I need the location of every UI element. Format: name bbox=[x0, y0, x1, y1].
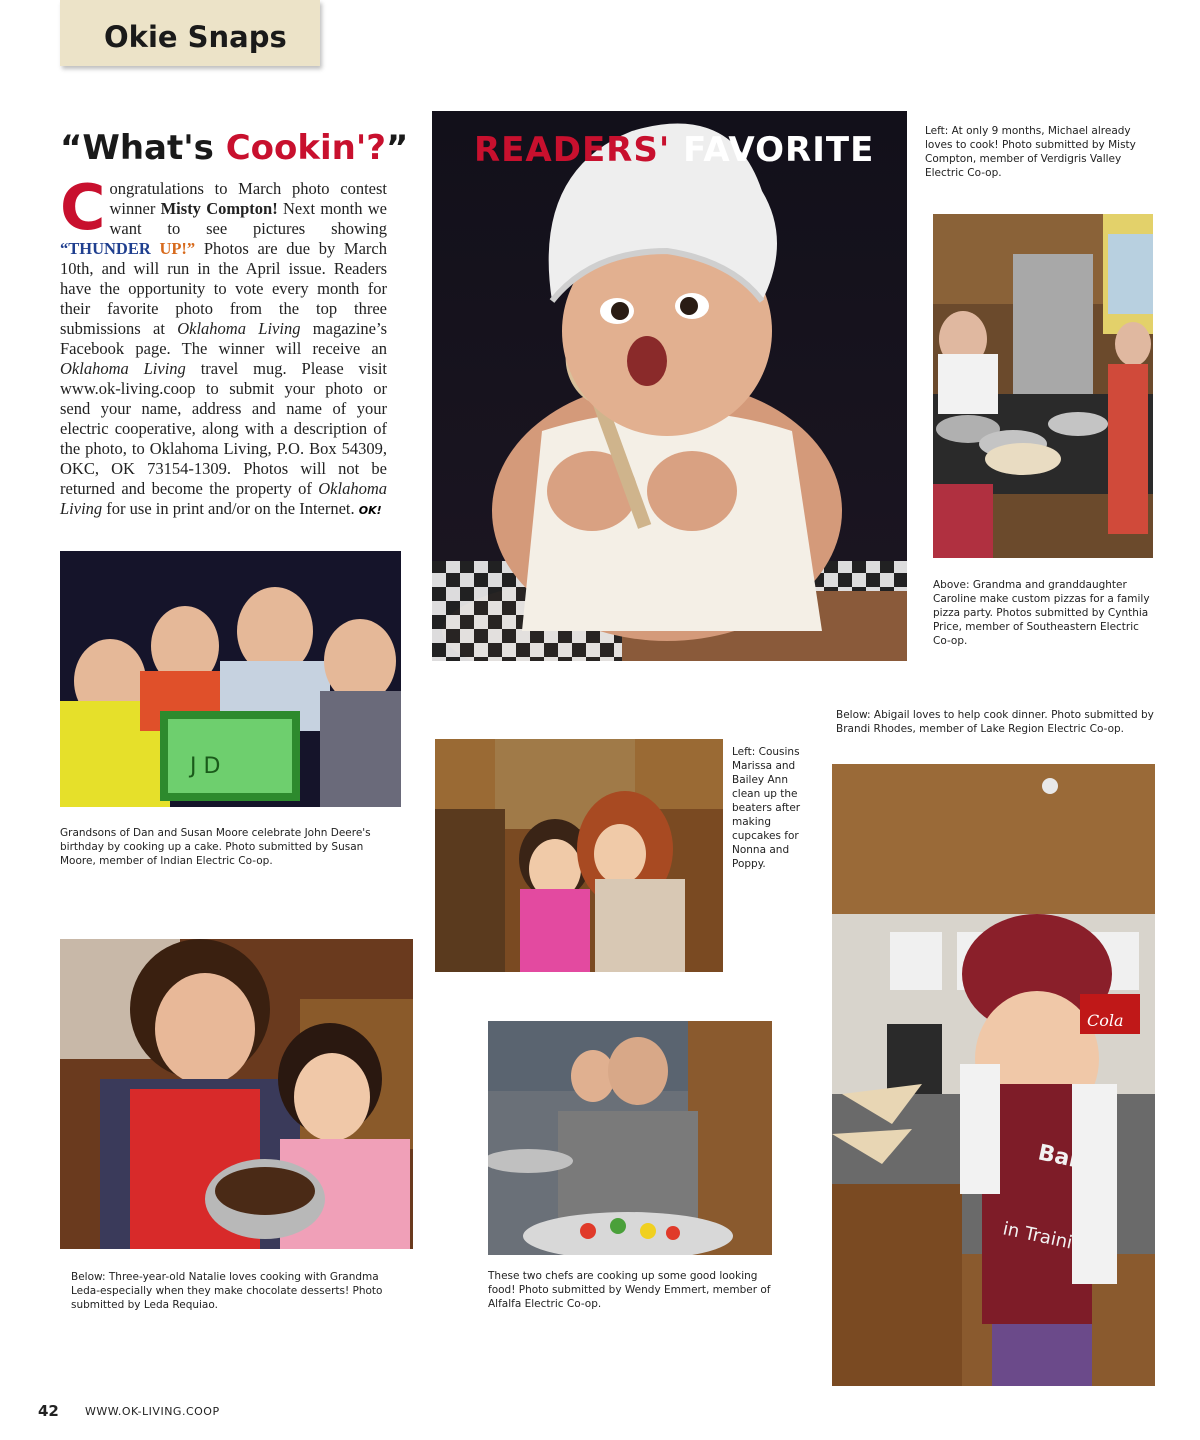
baby-chef-illustration bbox=[432, 111, 907, 661]
caption-caroline: Above: Grandma and granddaughter Caroline make custom pizzas for a family pizza party. Photos submitted by Cynthia Price, member of Southeastern Electric Co-op. bbox=[933, 579, 1150, 647]
caption-chefs: These two chefs are cooking up some good looking food! Photo submitted by Wendy Emmert, member of Alfalfa Electric Co-op. bbox=[488, 1270, 771, 1310]
natalie-photo bbox=[60, 939, 413, 1249]
winner-name: Misty Compton! bbox=[160, 199, 278, 218]
intro-text: Next month we want to see pictures showing bbox=[109, 199, 388, 238]
chefs-food-illustration bbox=[488, 1021, 772, 1255]
title-open: “What's bbox=[60, 128, 226, 168]
readers-word: READERS' bbox=[474, 130, 671, 170]
intro-text: for use in print and/or on the Internet. bbox=[102, 499, 359, 518]
cousins-beaters-illustration bbox=[435, 739, 723, 972]
title-accent: Cookin'? bbox=[225, 128, 387, 168]
cola-sign-text: Cola bbox=[1087, 1011, 1124, 1030]
magazine-name: Oklahoma Living bbox=[60, 479, 387, 518]
article-title bbox=[60, 128, 408, 168]
abigail-photo bbox=[832, 764, 1155, 1386]
intro-text: magazine’s Facebook page. The winner will receive an bbox=[60, 319, 387, 358]
svg-text:J D: J D bbox=[190, 754, 221, 779]
section-tab-label: Okie Snaps bbox=[104, 20, 287, 54]
theme-name: “THUNDER bbox=[60, 239, 160, 258]
moore-grandsons-photo bbox=[60, 551, 401, 807]
caption-michael: Left: At only 9 months, Michael already loves to cook! Photo submitted by Misty Compton, member of Verdigris Valley Electric Co-op. bbox=[925, 125, 1136, 179]
intro-text: travel mug. Please visit www.ok-living.coop to submit your photo or send your name, address and name of your electric cooperative, along with a description of the photo, to Oklahoma Living, P.O. Box 54309, OKC, OK 73154-1309. Photos will not be returned and become the property of bbox=[60, 359, 387, 498]
caroline-pizza-photo bbox=[933, 214, 1153, 558]
apron-training-text: in Training bbox=[1000, 1218, 1097, 1259]
cousins-photo bbox=[435, 739, 723, 972]
baker-girl-illustration bbox=[832, 764, 1155, 1386]
magazine-name: Oklahoma Living bbox=[60, 359, 186, 378]
intro-paragraph bbox=[60, 171, 388, 521]
caption-natalie: Below: Three-year-old Natalie loves cooking with Grandma Leda-especially when they make chocolate desserts! Photo submitted by Leda Requiao. bbox=[71, 1271, 383, 1311]
caption-moore: Grandsons of Dan and Susan Moore celebrate John Deere's birthday by cooking up a cake. Photo submitted by Susan Moore, member of Indian Electric Co-op. bbox=[60, 827, 371, 867]
readers-favorite-heading bbox=[474, 130, 874, 170]
readers-favorite-photo bbox=[432, 111, 907, 661]
chefs-photo bbox=[488, 1021, 772, 1255]
caption-cousins: Left: Cousins Marissa and Bailey Ann clean up the beaters after making cupcakes for Nonna and Poppy. bbox=[732, 746, 801, 870]
drop-cap: C bbox=[60, 171, 106, 244]
kitchen-pizza-illustration bbox=[933, 214, 1153, 558]
page-number: 42 bbox=[38, 1402, 59, 1420]
footer-url[interactable]: WWW.OK-LIVING.COOP bbox=[85, 1405, 220, 1418]
ok-end-mark: OK! bbox=[358, 504, 382, 517]
boys-cake-illustration bbox=[60, 551, 401, 807]
natalie-baking-illustration bbox=[60, 939, 413, 1249]
title-close: ” bbox=[386, 128, 409, 168]
caption-abigail: Below: Abigail loves to help cook dinner. Photo submitted by Brandi Rhodes, member of Lake Region Electric Co-op. bbox=[836, 709, 1154, 735]
intro-text: ongratulations to March photo contest winner bbox=[109, 179, 387, 218]
intro-text: Photos are due by March 10th, and will run in the April issue. Readers have the opportunity to vote every month for their favorite photo from the top three submissions at bbox=[60, 239, 387, 338]
theme-name-accent: UP!” bbox=[159, 239, 196, 258]
magazine-name: Oklahoma Living bbox=[177, 319, 301, 338]
apron-baker-text: Baker bbox=[1035, 1140, 1111, 1180]
favorite-word: FAVORITE bbox=[683, 130, 875, 170]
